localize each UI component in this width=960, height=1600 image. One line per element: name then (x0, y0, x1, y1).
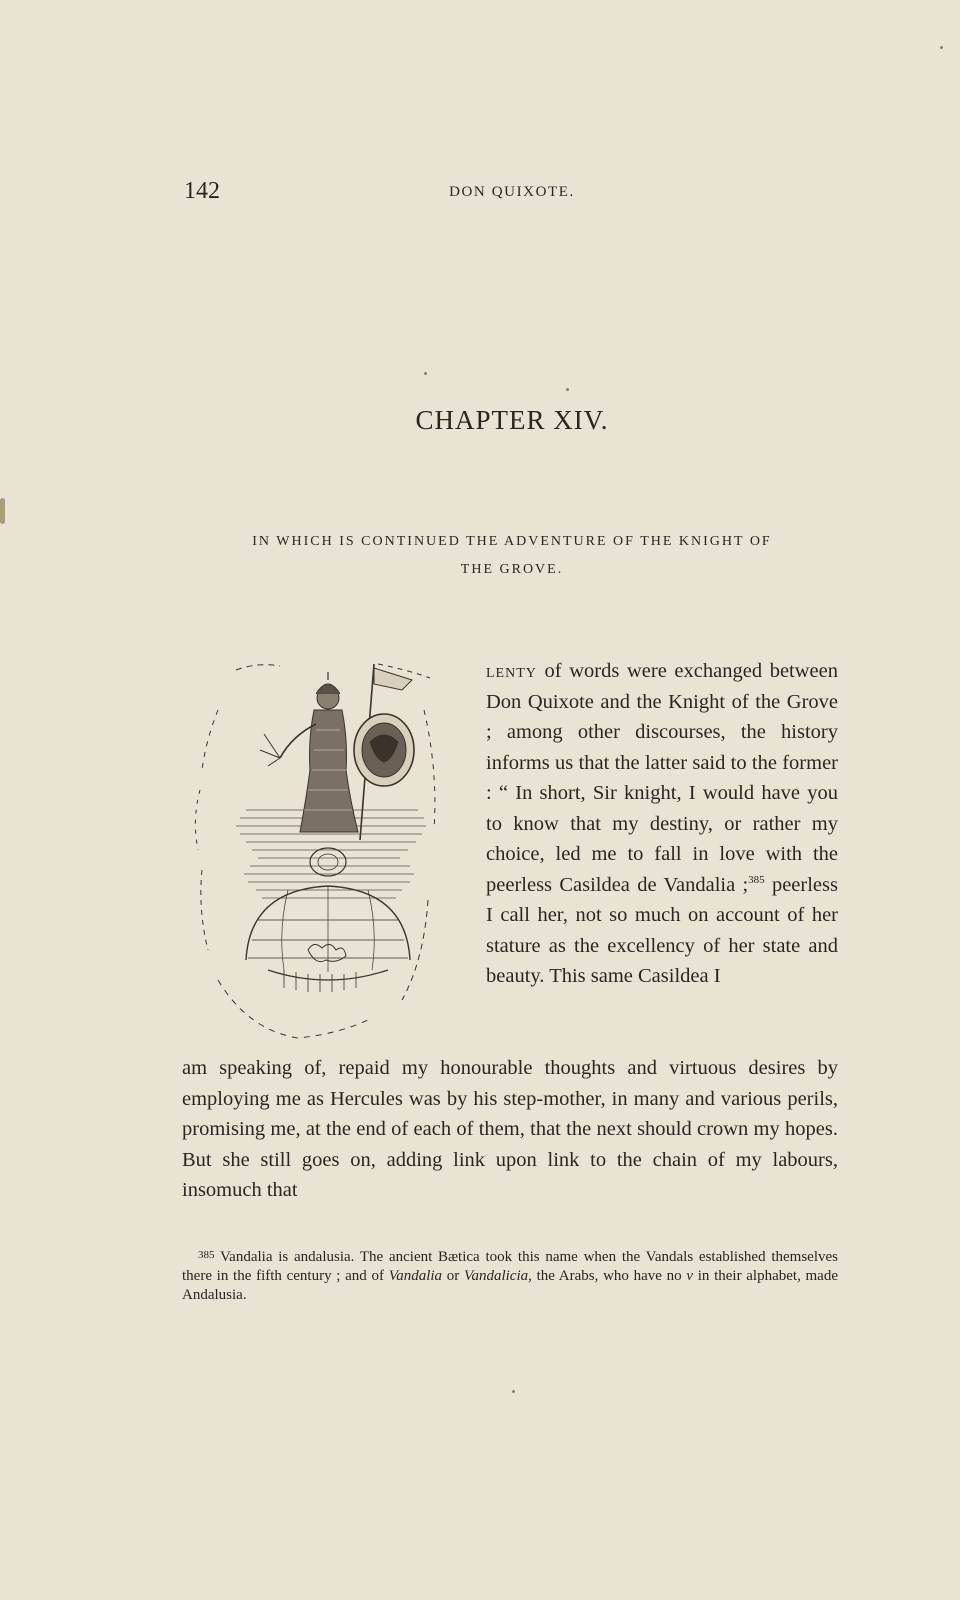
opening-smallcaps: lenty (486, 660, 537, 682)
ink-speck (940, 46, 943, 49)
ink-speck (566, 388, 569, 391)
page-number: 142 (184, 178, 220, 204)
footnote-text: the Arabs, who have no (531, 1268, 687, 1284)
chapter-subtitle-line-1: IN WHICH IS CONTINUED THE ADVENTURE OF THE KNIGHT OF (252, 534, 772, 549)
chapter-heading: CHAPTER XIV. (415, 405, 609, 435)
chapter-subtitle (184, 528, 840, 584)
footnote-italic: Vandalicia, (463, 1268, 532, 1284)
footnote-reference[interactable]: 385 (748, 873, 765, 886)
opening-text: of words were exchanged between Don Quixote and the Knight of the Grove ; among other discourses, the history informs us that the latter said to the former : “ In short, Sir knight, I would have you to know that my destiny, or rather my choice, led me to fall in love with the peerless Casildea de Vandalia ; (486, 660, 838, 896)
body-paragraph (182, 1053, 838, 1206)
body-text: am speaking of, repaid my honourable thoughts and virtuous desires by employing me as Hercules was by his step-mother, in many and various perils, promising me, at the end of each of them, that the next should crown my hopes. But she still goes on, adding link upon link to the chain of my labours, insomuch that (182, 1057, 838, 1201)
ink-speck (424, 372, 427, 375)
footnote-text: or (442, 1268, 464, 1284)
page-edge-mark (0, 498, 5, 524)
ink-speck (512, 1390, 515, 1393)
footnote-italic: Vandalia (388, 1268, 443, 1284)
footnote-text: in their alphabet, made Andalusia. (182, 1268, 839, 1303)
running-title: DON QUIXOTE. (449, 184, 575, 200)
footnote-number: 385 (198, 1249, 215, 1261)
opening-text-continued: peerless I call her, not so much on account of her stature as the excellency of her state and beauty. This same Casildea I (486, 873, 838, 987)
engraving-figure-on-globe-icon (188, 650, 460, 1060)
chapter-subtitle-line-2: THE GROVE. (460, 562, 564, 577)
opening-paragraph (486, 656, 838, 992)
footnote-italic: v (686, 1268, 693, 1284)
footnote-text: Vandalia is andalusia. The ancient Bætica took this name when the Vandals established themselves there in the fifth century ; and of (182, 1249, 838, 1284)
footnote (182, 1246, 838, 1305)
running-head (184, 178, 840, 208)
